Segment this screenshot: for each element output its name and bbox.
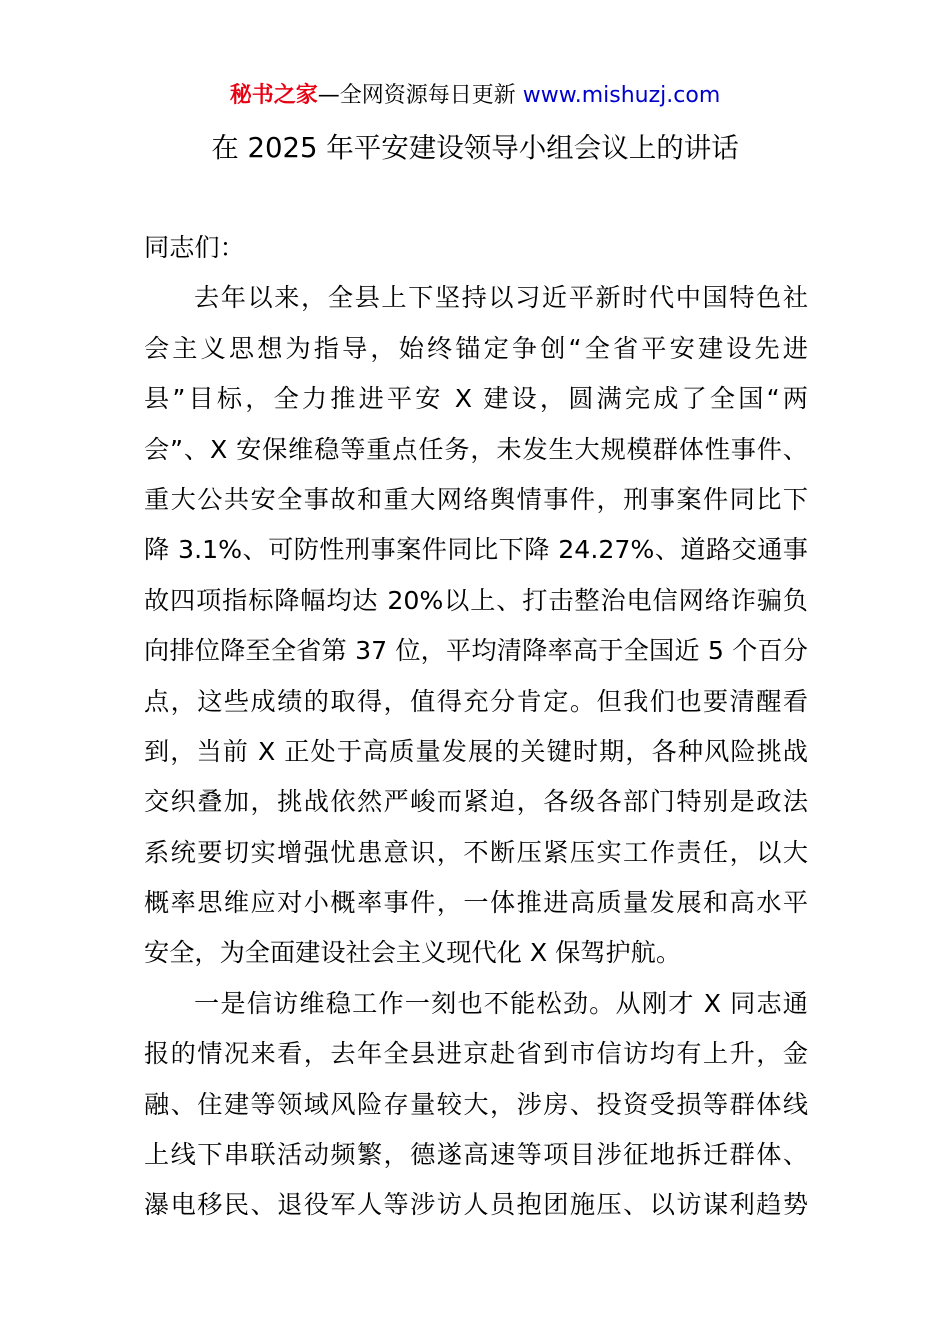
paragraph-line: 故四项指标降幅均达 20%以上、打击整治电信网络诈骗负 [144, 585, 808, 615]
paragraph-line: 点，这些成绩的取得，值得充分肯定。但我们也要清醒看 [144, 686, 808, 716]
site-header [0, 80, 950, 112]
paragraph-line: 县”目标，全力推进平安 X 建设，圆满完成了全国“两 [144, 384, 808, 414]
paragraph-line: 上线下串联活动频繁，德遂高速等项目涉征地拆迁群体、 [144, 1140, 808, 1170]
paragraph-line: 瀑电移民、退役军人等涉访人员抱团施压、以访谋利趋势 [144, 1190, 808, 1220]
paragraph-line: 系统要切实增强忧患意识，不断压紧压实工作责任，以大 [144, 837, 808, 867]
paragraph-line: 会”、X 安保维稳等重点任务，未发生大规模群体性事件、 [144, 434, 808, 464]
header-tagline: —全网资源每日更新 [317, 83, 523, 108]
site-url-link[interactable]: www.mishuzj.com [522, 83, 721, 108]
paragraph-line: 会主义思想为指导，始终锚定争创“全省平安建设先进 [144, 333, 808, 363]
brand-name: 秘书之家 [229, 83, 318, 108]
paragraph-line: 融、住建等领域风险存量较大，涉房、投资受损等群体线 [144, 1089, 808, 1119]
paragraph-line: 去年以来，全县上下坚持以习近平新时代中国特色社 [194, 283, 808, 313]
salutation: 同志们： [144, 233, 245, 262]
paragraph-line: 交织叠加，挑战依然严峻而紧迫，各级各部门特别是政法 [144, 787, 808, 817]
paragraph-line: 重大公共安全事故和重大网络舆情事件，刑事案件同比下 [144, 484, 808, 514]
paragraph-line: 到，当前 X 正处于高质量发展的关键时期，各种风险挑战 [144, 736, 808, 766]
paragraph-line: 向排位降至全省第 37 位，平均清降率高于全国近 5 个百分 [144, 636, 808, 666]
paragraph-line: 一是信访维稳工作一刻也不能松劲。从刚才 X 同志通 [194, 988, 808, 1018]
paragraph-line: 降 3.1%、可防性刑事案件同比下降 24.27%、道路交通事 [144, 535, 808, 565]
document-body [144, 223, 808, 1231]
paragraph-line: 报的情况来看，去年全县进京赴省到市信访均有上升，金 [144, 1039, 808, 1069]
paragraph-line: 安全，为全面建设社会主义现代化 X 保驾护航。 [144, 938, 682, 968]
document-title: 在 2025 年平安建设领导小组会议上的讲话 [211, 132, 739, 164]
paragraph-line: 概率思维应对小概率事件，一体推进高质量发展和高水平 [144, 888, 808, 918]
